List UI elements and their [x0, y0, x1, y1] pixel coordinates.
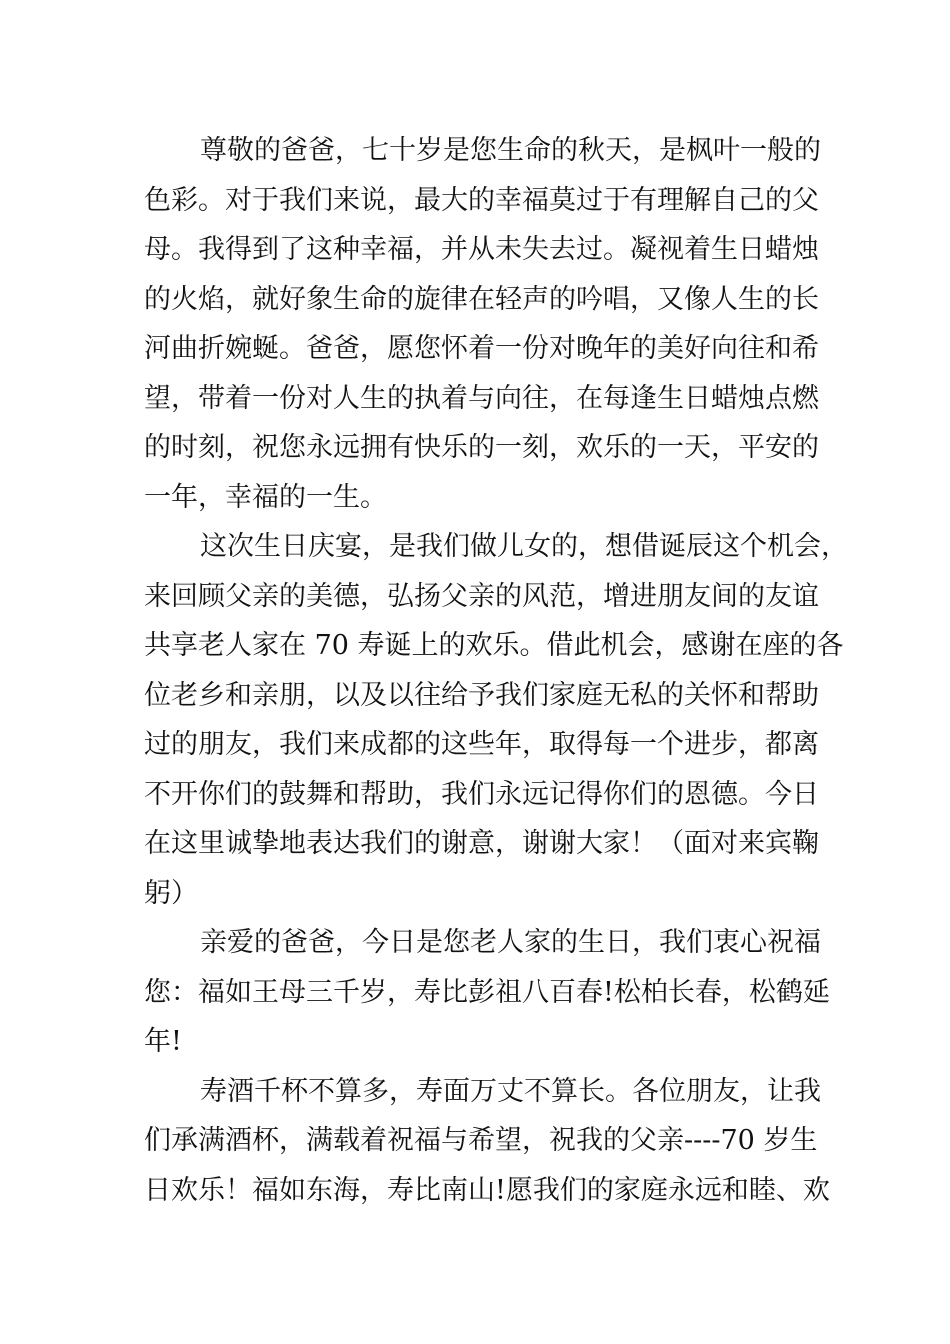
paragraph-line: 在这里诚挚地表达我们的谢意，谢谢大家！（面对来宾鞠	[144, 828, 819, 859]
paragraph-2	[144, 522, 848, 918]
paragraph-line: 色彩。对于我们来说，最大的幸福莫过于有理解自己的父	[144, 184, 819, 216]
paragraph-line: 位老乡和亲朋，以及以往给予我们家庭无私的关怀和帮助	[144, 679, 819, 711]
paragraph-line: 共享老人家在 70 寿诞上的欢乐。借此机会，感谢在座的各	[144, 630, 844, 661]
paragraph-line: 们承满酒杯，满载着祝福与希望，祝我的父亲----70 岁生	[144, 1125, 818, 1156]
paragraph-line: 不开你们的鼓舞和帮助，我们永远记得你们的恩德。今日	[144, 778, 819, 810]
paragraph-line: 亲爱的爸爸，今日是您老人家的生日，我们衷心祝福	[200, 927, 821, 958]
paragraph-line: 望，带着一份对人生的执着与向往，在每逢生日蜡烛点燃	[144, 382, 819, 414]
paragraph-line: 的火焰，就好象生命的旋律在轻声的吟唱，又像人生的长	[144, 283, 819, 315]
paragraph-line: 的时刻，祝您永远拥有快乐的一刻，欢乐的一天，平安的	[144, 432, 819, 463]
paragraph-line: 躬）	[144, 877, 198, 909]
paragraph-3	[144, 918, 844, 1067]
paragraph-line: 河曲折婉蜒。爸爸，愿您怀着一份对晚年的美好向往和希	[144, 333, 819, 364]
document-body	[144, 126, 848, 1215]
paragraph-line: 寿酒千杯不算多，寿面万丈不算长。各位朋友，让我	[200, 1075, 821, 1107]
paragraph-line: 一年，幸福的一生。	[144, 481, 387, 513]
paragraph-line: 日欢乐！福如东海，寿比南山!愿我们的家庭永远和睦、欢	[144, 1174, 830, 1206]
paragraph-line: 母。我得到了这种幸福，并从未失去过。凝视着生日蜡烛	[144, 234, 819, 265]
paragraph-line: 尊敬的爸爸，七十岁是您生命的秋天，是枫叶一般的	[200, 135, 821, 166]
paragraph-4	[144, 1067, 844, 1216]
paragraph-line: 来回顾父亲的美德，弘扬父亲的风范，增进朋友间的友谊	[144, 580, 819, 612]
paragraph-line: 这次生日庆宴，是我们做儿女的，想借诞辰这个机会，	[200, 531, 848, 562]
paragraph-line: 过的朋友，我们来成都的这些年，取得每一个进步，都离	[144, 729, 819, 760]
paragraph-1	[144, 126, 844, 522]
paragraph-line: 年!	[144, 1026, 182, 1057]
paragraph-line: 您：福如王母三千岁，寿比彭祖八百春!松柏长春，松鹤延	[144, 976, 830, 1008]
